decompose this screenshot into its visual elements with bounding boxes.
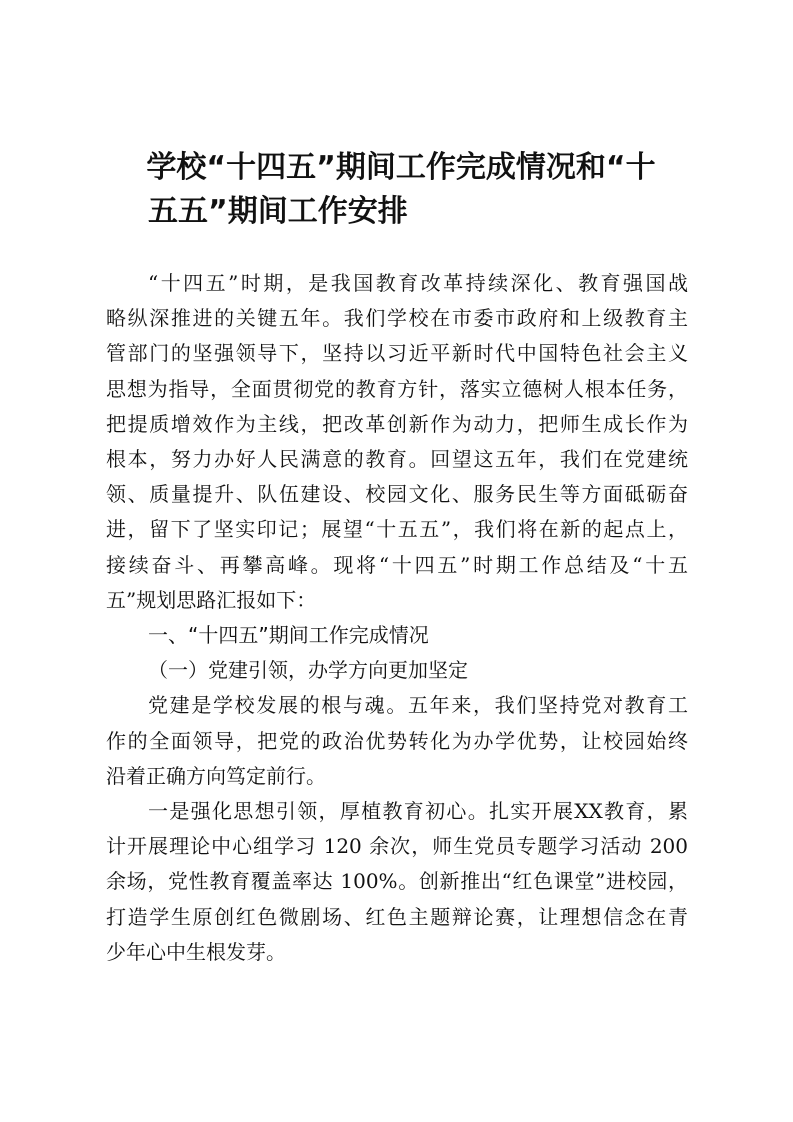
intro-line: 进，留下了坚实印记；展望“十五五”，我们将在新的起点上，	[106, 517, 688, 542]
intro-line: 根本，努力办好人民满意的教育。回望这五年，我们在党建统	[106, 447, 688, 472]
para-line: 作的全面领导，把党的政治优势转化为办学优势，让校园始终	[106, 728, 688, 753]
intro-line: 管部门的坚强领导下，坚持以习近平新时代中国特色社会主义	[106, 341, 688, 366]
intro-line: 思想为指导，全面贯彻党的教育方针，落实立德树人根本任务，	[106, 376, 688, 401]
intro-line: 接续奋斗、再攀高峰。现将“十四五”时期工作总结及“十五	[106, 552, 688, 577]
document-body	[106, 266, 688, 970]
title-line-1: 学校“十四五”期间工作完成情况和“十	[146, 150, 656, 185]
document-title	[106, 146, 696, 234]
para-line: 余场，党性教育覆盖率达 100%。创新推出“红色课堂”进校园，	[106, 869, 688, 894]
para-line: 沿着正确方向笃定前行。	[106, 763, 326, 788]
para-line: 一是强化思想引领，厚植教育初心。扎实开展XX教育，累	[148, 799, 688, 824]
intro-line: 略纵深推进的关键五年。我们学校在市委市政府和上级教育主	[106, 306, 688, 331]
para-line: 打造学生原创红色微剧场、红色主题辩论赛，让理想信念在青	[106, 904, 688, 929]
para-line: 计开展理论中心组学习 120 余次，师生党员专题学习活动 200	[106, 834, 688, 859]
title-line-2: 五五”期间工作安排	[148, 194, 408, 229]
party-building-paragraph	[106, 688, 688, 794]
intro-line: 领、质量提升、队伍建设、校园文化、服务民生等方面砥砺奋	[106, 482, 688, 507]
para-line: 少年心中生根发芽。	[106, 939, 286, 964]
intro-line: 把提质增效作为主线，把改革创新作为动力，把师生成长作为	[106, 411, 688, 436]
para-line: 党建是学校发展的根与魂。五年来，我们坚持党对教育工	[148, 693, 688, 718]
intro-paragraph	[106, 266, 688, 618]
section-heading-1: 一、“十四五”期间工作完成情况	[148, 623, 429, 648]
intro-line: “十四五”时期，是我国教育改革持续深化、教育强国战	[148, 271, 688, 295]
subsection-heading-1: （一）党建引领，办学方向更加坚定	[148, 658, 468, 683]
ideology-paragraph	[106, 794, 688, 970]
intro-line: 五”规划思路汇报如下：	[106, 587, 317, 612]
